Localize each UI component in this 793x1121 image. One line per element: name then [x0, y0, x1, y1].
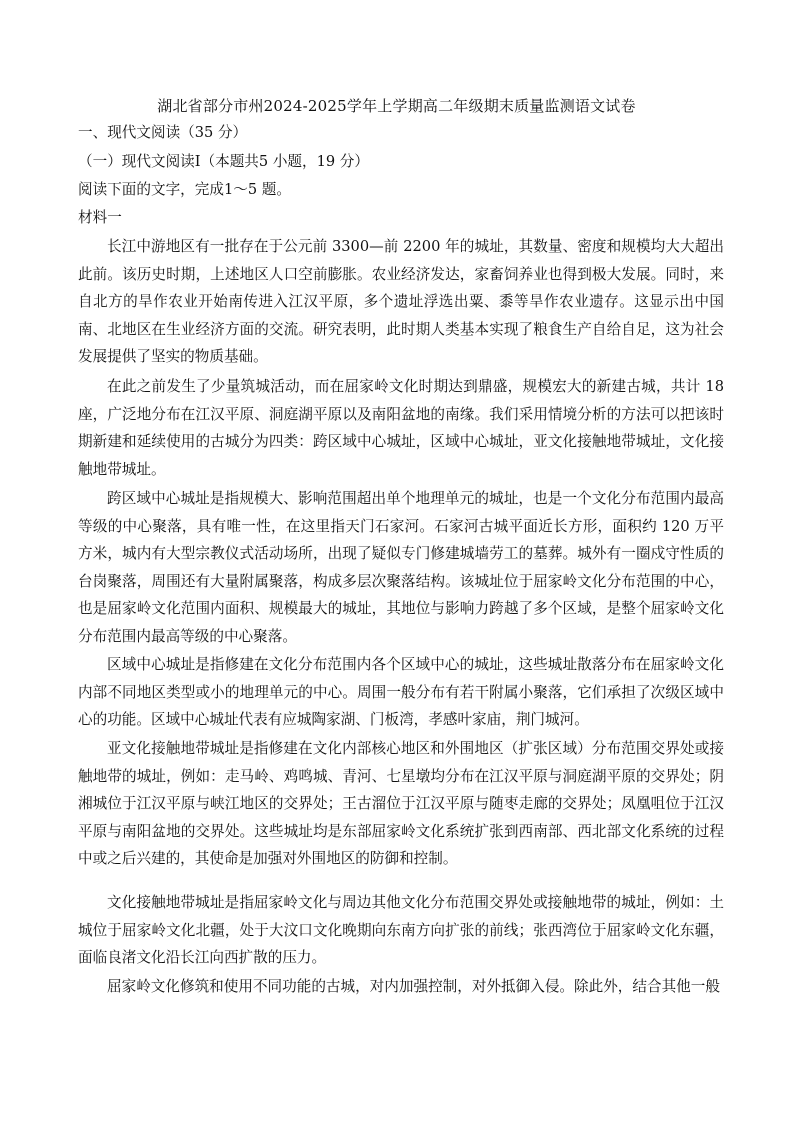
- paragraph-6: 文化接触地带城址是指屈家岭文化与周边其他文化分布范围交界处或接触地带的城址，例如：土城位于屈家岭文化北疆，处于大汶口文化晚期向东南方向扩张的前线；张西湾位于屈家岭文化东疆，面临良渚文化沿长江向西扩散的压力。: [78, 894, 724, 967]
- reading-instruction: 阅读下面的文字，完成1～5 题。: [78, 181, 291, 198]
- paragraph-5: 亚文化接触地带城址是指修建在文化内部核心地区和外围地区（扩张区域）分布范围交界处或接触地带的城址，例如：走马岭、鸡鸣城、青河、七星墩均分布在江汉平原与洞庭湖平原的交界处；阴湘城位于江汉平原与峡江地区的交界处；王古溜位于江汉平原与随枣走廊的交界处；凤凰咀位于江汉平原与南阳盆地的交界处。这些城址均是东部屈家岭文化系统扩张到西南部、西北部文化系统的过程中或之后兴建的，其使命是加强对外围地区的防御和控制。: [78, 740, 724, 868]
- paragraph-4: 区域中心城址是指修建在文化分布范围内各个区域中心的城址，这些城址散落分布在屈家岭文化内部不同地区类型或小的地理单元的中心。周围一般分布有若干附属小聚落，它们承担了次级区域中心的功能。区域中心城址代表有应城陶家湖、门板湾，孝感叶家庙，荆门城河。: [78, 656, 724, 729]
- subsection-heading: （一）现代文阅读Ⅰ（本题共5 小题，19 分）: [78, 153, 369, 170]
- exam-title: 湖北省部分市州2024-2025学年上学期高二年级期末质量监测语文试卷: [157, 97, 636, 115]
- paragraph-7: 屈家岭文化修筑和使用不同功能的古城，对内加强控制，对外抵御入侵。除此外，结合其他一般: [107, 978, 720, 995]
- paragraph-1: 长江中游地区有一批存在于公元前 3300—前 2200 年的城址，其数量、密度和规模均大大超出此前。该历史时期，上述地区人口空前膨胀。农业经济发达，家畜饲养业也得到极大发展。同时，来自北方的旱作农业开始南传进入江汉平原，多个遗址浮选出粟、黍等旱作农业遗存。这显示出中国南、北地区在生业经济方面的交流。研究表明，此时期人类基本实现了粮食生产自给自足，这为社会发展提供了坚实的物质基础。: [78, 238, 724, 366]
- material-label: 材料一: [78, 209, 122, 226]
- section-heading: 一、现代文阅读（35 分）: [78, 124, 248, 141]
- paragraph-2: 在此之前发生了少量筑城活动，而在屈家岭文化时期达到鼎盛，规模宏大的新建古城，共计 18座，广泛地分布在江汉平原、洞庭湖平原以及南阳盆地的南缘。我们采用情境分析的方法可以把该时期新建和延续使用的古城分为四类：跨区域中心城址，区域中心城址，亚文化接触地带城址，文化接触地带城址。: [78, 378, 724, 478]
- paragraph-3: 跨区域中心城址是指规模大、影响范围超出单个地理单元的城址，也是一个文化分布范围内最高等级的中心聚落，具有唯一性，在这里指天门石家河。石家河古城平面近长方形，面积约 120 万平方米，城内有大型宗教仪式活动场所，出现了疑似专门修建城墙劳工的墓葬。城外有一圈戍守性质的台岗聚落，周围还有大量附属聚落，构成多层次聚落结构。该城址位于屈家岭文化分布范围的中心，也是屈家岭文化范围内面积、规模最大的城址，其地位与影响力跨越了多个区域，是整个屈家岭文化分布范围内最高等级的中心聚落。: [78, 490, 724, 645]
